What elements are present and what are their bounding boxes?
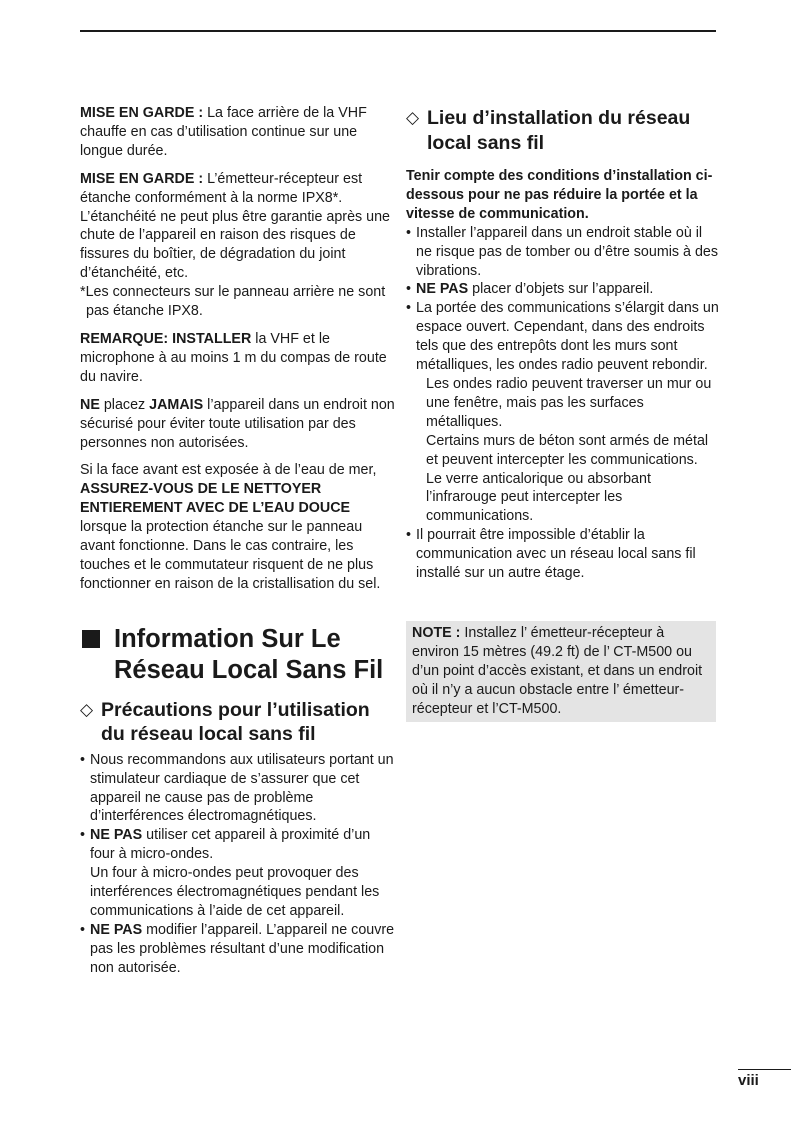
list-item: • NE PAS placer d’objets sur l’appareil. [406, 281, 654, 298]
right-column [406, 104, 721, 722]
precautions-heading [80, 698, 395, 747]
sub-note: Le verre anticalorique ou absorbant l’infrarouge peut intercepter les communications. [426, 470, 651, 525]
list-item: • La portée des communications s’élargit dans un espace ouvert. Cependant, dans des endroits tels que des entrepôts dont les murs sont métalliques, les ondes radio peuvent rebondir. Les ondes radio peuvent traverser un mur ou une fenêtre, mais pas les surfaces métalliques. Certains murs de béton sont armés de métal et peuvent intercepter les communications. Le verre anticalorique ou absorbant l’infrarouge peut intercepter les communications. [406, 299, 721, 526]
section-title: Information Sur Le Réseau Local Sans Fil [114, 624, 384, 684]
sub-note: Les ondes radio peuvent traverser un mur ou une fenêtre, mais pas les surfaces métalliques. [426, 375, 712, 430]
remark-paragraph: REMARQUE: INSTALLER la VHF et le microphone à au moins 1 m du compas de route du navire. [80, 330, 387, 385]
never-place-paragraph: NE placez JAMAIS l’appareil dans un endroit non sécurisé pour éviter toute utilisation par des personnes non autorisées. [80, 396, 395, 451]
precautions-title: Précautions pour l’utilisation du réseau local sans fil [101, 698, 370, 746]
list-item: • Nous recommandons aux utilisateurs portant un stimulateur cardiaque de s’assurer que cet appareil ne cause pas de problème d’interférences électromagnétiques. [80, 751, 394, 825]
diamond-icon: ◇ [80, 699, 94, 719]
bullet-icon: • [80, 751, 86, 768]
bullet-icon: • [406, 527, 412, 544]
location-title: Lieu d’installation du réseau local sans fil [427, 107, 691, 154]
location-intro: Tenir compte des conditions d’installation ci-dessous pour ne pas réduire la portée et la vitesse de communication. [406, 168, 713, 222]
list-item: • NE PAS modifier l’appareil. L’appareil ne couvre pas les problèmes résultant d’une modification non autorisée. [80, 921, 395, 976]
bullet-icon: • [406, 281, 412, 298]
bullet-icon: • [80, 921, 86, 938]
square-bullet-icon [82, 630, 100, 648]
bullet-icon: • [406, 300, 412, 317]
list-item: • Installer l’appareil dans un endroit stable où il ne risque pas de tomber ou d’être soumis à des vibrations. [406, 224, 718, 279]
diamond-icon: ◇ [406, 108, 420, 127]
list-item: • Il pourrait être impossible d’établir la communication avec un réseau local sans fil installé sur un autre étage. [406, 527, 696, 582]
location-heading [406, 106, 721, 155]
connector-footnote: *Les connecteurs sur le panneau arrière ne sont pas étanche IPX8. [80, 284, 386, 320]
bullet-icon: • [80, 827, 86, 844]
header-rule [80, 30, 716, 32]
list-item: • NE PAS utiliser cet appareil à proximité d’un four à micro-ondes. Un four à micro-ondes peut provoquer des interférences électromagnétiques pendant les communications à l’aide de cet appareil. [80, 827, 380, 919]
seawater-paragraph: Si la face avant est exposée à de l’eau de mer, ASSUREZ-VOUS DE LE NETTOYER ENTIEREMENT AVEC DE L’EAU DOUCE lorsque la protection étanche sur le panneau avant fonctionne. Dans le cas contraire, les touches et le commutateur risquent de ne plus fonctionner en raison de la cristallisation du sel. [80, 462, 381, 592]
left-column [80, 104, 395, 978]
sub-note: Certains murs de béton sont armés de métal et peuvent intercepter les communications. [426, 432, 709, 468]
note-box: NOTE : Installez l’ émetteur-récepteur à environ 15 mètres (49.2 ft) de l’ CT-M500 ou d’un point d’accès existant, et dans un endroit où il n’y a aucun obstacle entre l’ émetteur-récepteur et l’CT-M500. [406, 621, 716, 723]
caution-waterproof-paragraph: MISE EN GARDE : L’émetteur-récepteur est étanche conformément à la norme IPX8*. L’étanchéité ne peut plus être garantie après une chute de l’appareil en raison des risques de fissures du boîtier, de dégradation du joint d’étanchéité, etc. *Les connecteurs sur le panneau arrière ne sont pas étanche IPX8. [80, 170, 395, 321]
footer-rule [738, 1069, 791, 1070]
page-number: viii [738, 1072, 759, 1089]
section-heading [80, 624, 395, 686]
caution-heat-paragraph: MISE EN GARDE : La face arrière de la VHF chauffe en cas d’utilisation continue sur une longue durée. [80, 105, 367, 159]
bullet-icon: • [406, 224, 412, 241]
